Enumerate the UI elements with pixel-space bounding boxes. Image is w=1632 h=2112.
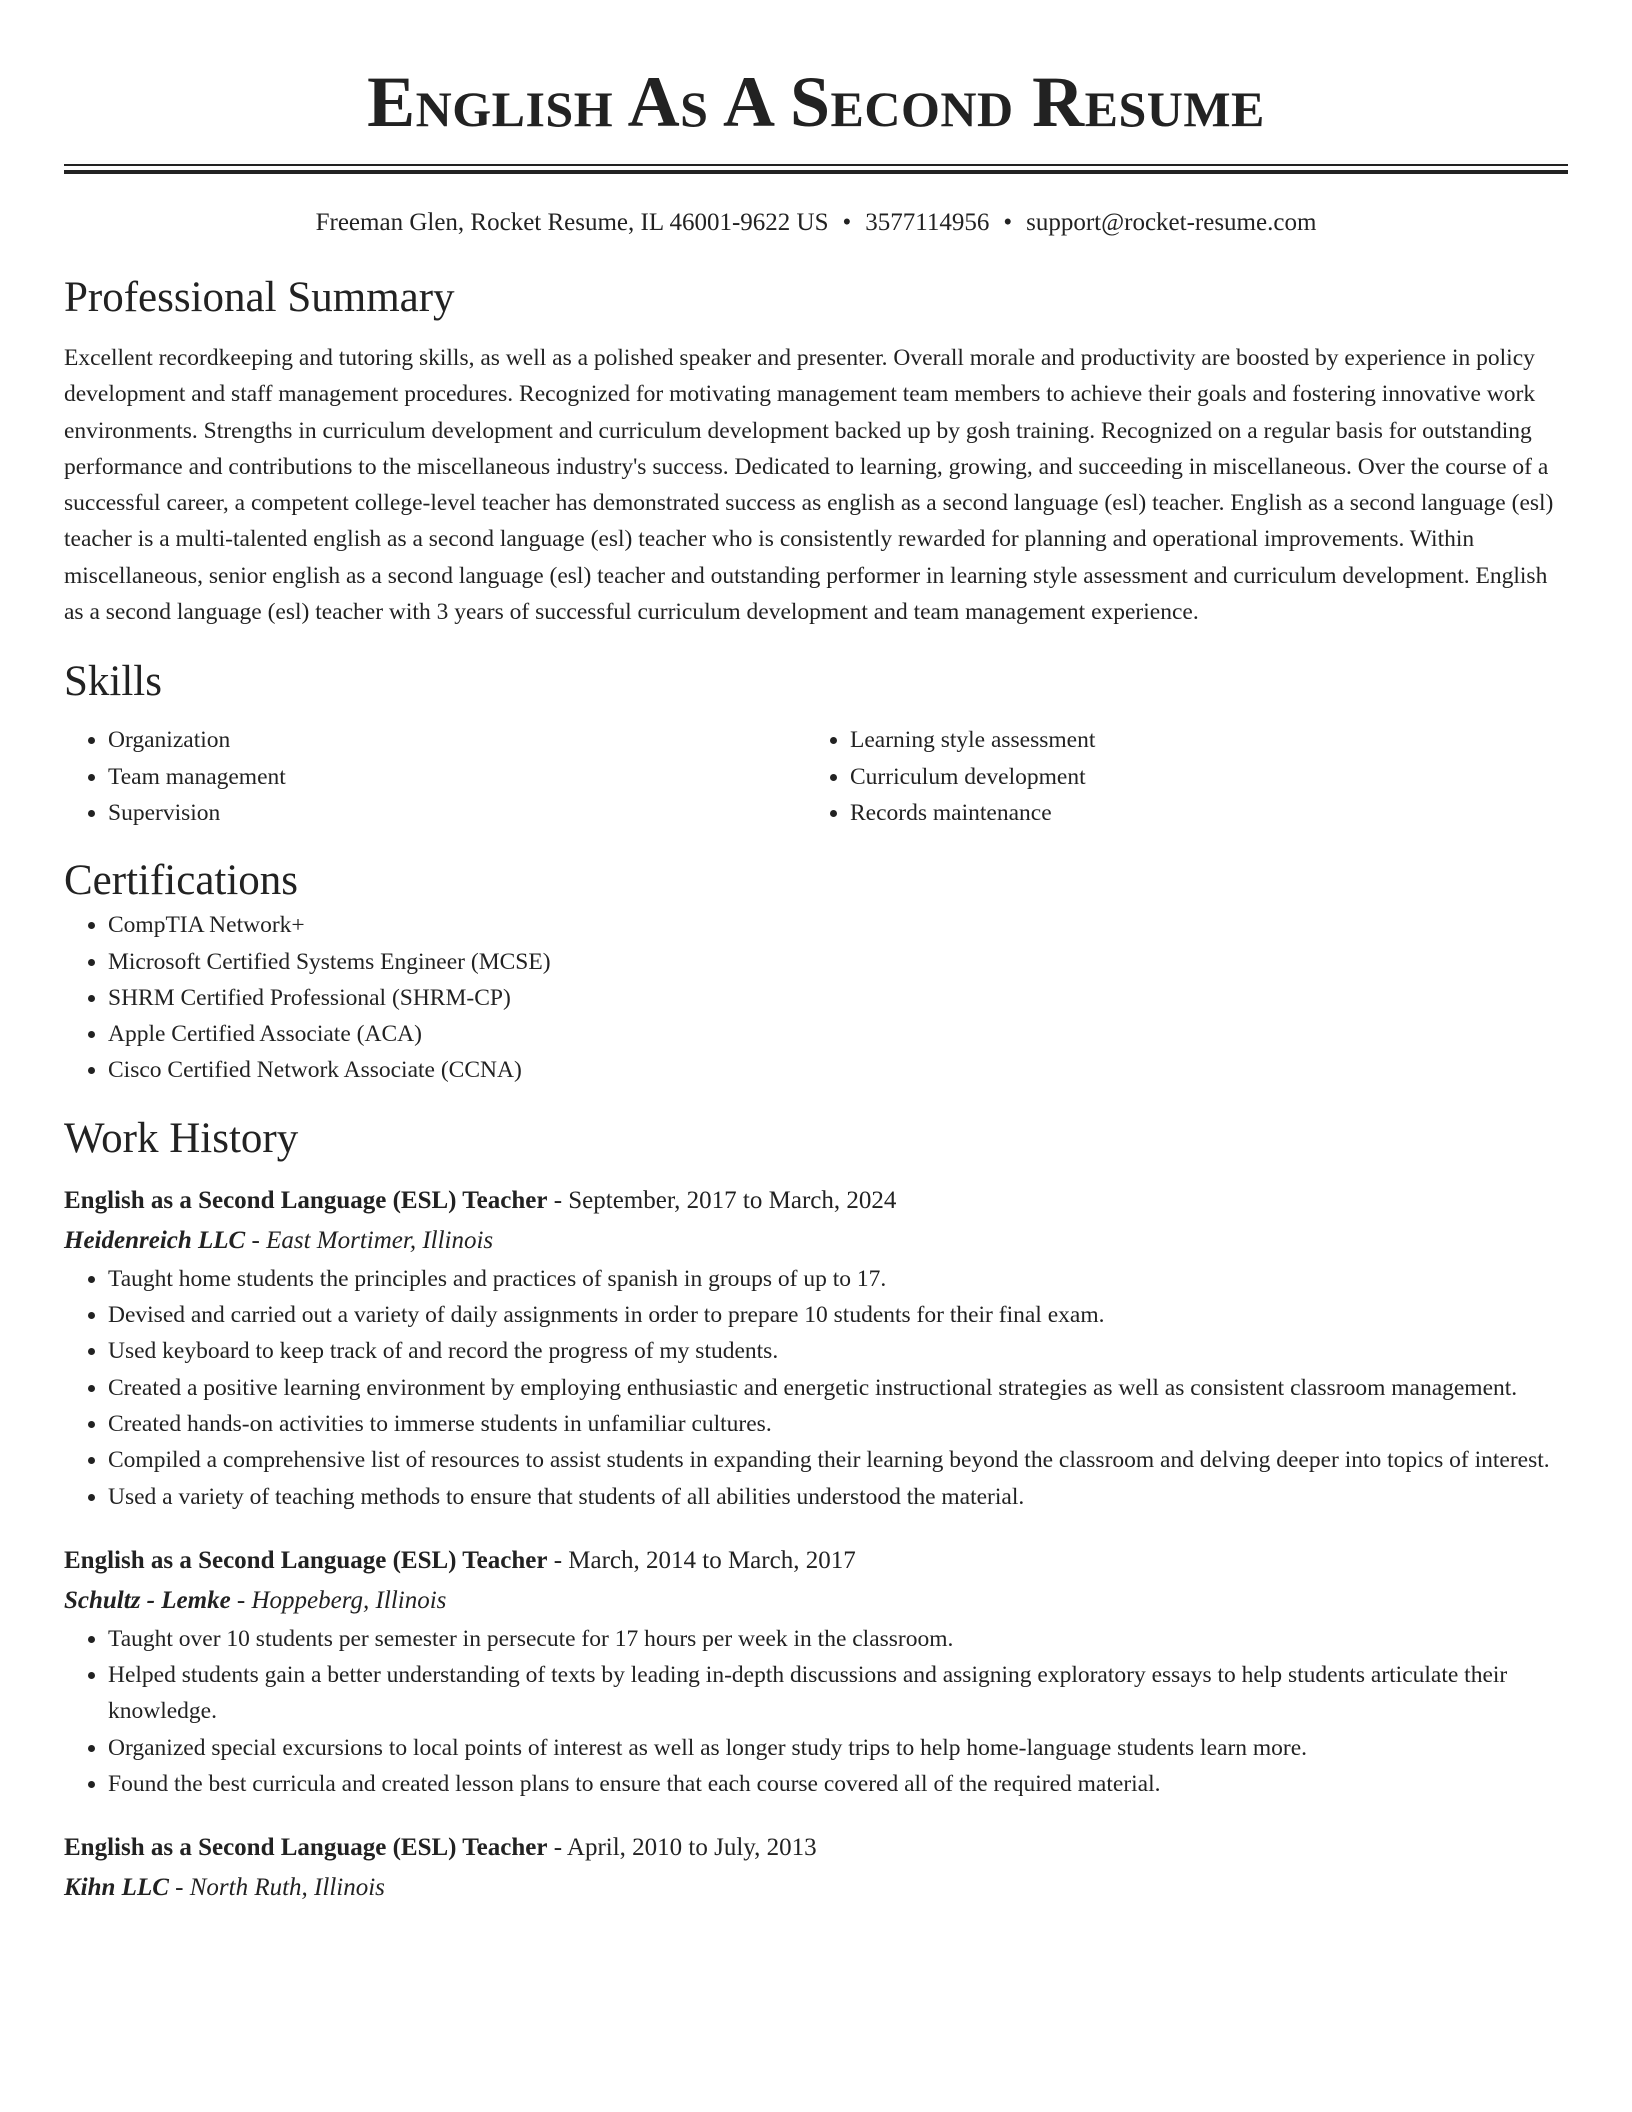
contact-address: Freeman Glen, Rocket Resume, IL 46001-9622 US: [315, 209, 829, 236]
job-dates: September, 2017 to March, 2024: [568, 1186, 897, 1214]
certifications-heading: Certifications: [64, 857, 299, 905]
job-company: Kihn LLC: [64, 1874, 169, 1902]
contact-phone: 3577114956: [865, 209, 990, 236]
job-location: East Mortimer, Illinois: [266, 1226, 494, 1254]
job-dash: -: [547, 1546, 569, 1574]
job-dash: -: [230, 1586, 252, 1614]
certification-item: • Microsoft Certified Systems Engineer (MCSE): [108, 944, 1568, 980]
certifications-list: [64, 907, 1568, 1088]
job-entry: [64, 1181, 1568, 1515]
job-duty: • Used keyboard to keep track of and record the progress of my students.: [108, 1333, 1568, 1369]
skill-item: • Team management: [108, 759, 806, 795]
job-dates: April, 2010 to July, 2013: [566, 1834, 817, 1862]
job-entry: [64, 1541, 1568, 1802]
skill-item: • Organization: [108, 722, 806, 758]
job-company: Schultz - Lemke: [64, 1586, 231, 1614]
job-dates: March, 2014 to March, 2017: [568, 1546, 856, 1574]
certification-item: • Cisco Certified Network Associate (CCNA): [108, 1052, 1568, 1088]
job-duties-list: [64, 1621, 1568, 1802]
summary-heading: Professional Summary: [64, 274, 455, 321]
job-duty: • Used a variety of teaching methods to ensure that students of all abilities understood the material.: [108, 1479, 1568, 1515]
job-header: [64, 1828, 1568, 1868]
job-duties-list: [64, 1261, 1568, 1515]
job-duty: • Helped students gain a better understanding of texts by leading in-depth discussions and assigning exploratory essays to help students articulate their knowledge.: [108, 1657, 1568, 1730]
job-role: English as a Second Language (ESL) Teacher: [64, 1546, 548, 1574]
job-header: [64, 1541, 1568, 1581]
skill-item: • Learning style assessment: [850, 722, 1548, 758]
contact-line: [64, 208, 1568, 238]
contact-email: support@rocket-resume.com: [1026, 209, 1317, 236]
job-dash: -: [168, 1874, 190, 1902]
job-location: North Ruth, Illinois: [189, 1874, 385, 1902]
certification-item: • CompTIA Network+: [108, 907, 1568, 943]
skill-item: • Curriculum development: [850, 759, 1548, 795]
skills-heading: Skills: [64, 658, 162, 706]
job-duty: • Taught over 10 students per semester in persecute for 17 hours per week in the classroom.: [108, 1621, 1568, 1657]
job-duty: • Taught home students the principles and practices of spanish in groups of up to 17.: [108, 1261, 1568, 1297]
resume-title: English As A Second Resume: [367, 62, 1265, 142]
job-dash: -: [245, 1226, 267, 1254]
skills-column-left: [64, 722, 806, 831]
contact-separator: •: [842, 209, 852, 236]
work-history-heading: Work History: [64, 1114, 299, 1162]
job-duty: • Created hands-on activities to immerse students in unfamiliar cultures.: [108, 1406, 1568, 1442]
job-duty: • Created a positive learning environment by employing enthusiastic and energetic instructional strategies as well as consistent classroom management.: [108, 1370, 1568, 1406]
certification-item: • Apple Certified Associate (ACA): [108, 1016, 1568, 1052]
certification-item: • SHRM Certified Professional (SHRM-CP): [108, 980, 1568, 1016]
contact-separator: •: [1003, 209, 1013, 236]
summary-text: Excellent recordkeeping and tutoring skills, as well as a polished speaker and presenter. Overall morale and productivity are boosted by experience in policy development and staff management procedures. Recognized for motivating management team members to achieve their goals and fostering innovative work environments. Strengths in curriculum development and curriculum development backed up by gosh training. Recognized on a regular basis for outstanding performance and contributions to the miscellaneous industry's success. Dedicated to learning, growing, and succeeding in miscellaneous. Over the course of a successful career, a competent college-level teacher has demonstrated success as english as a second language (esl) teacher. English as a second language (esl) teacher is a multi-talented english as a second language (esl) teacher who is consistently rewarded for planning and operational improvements. Within miscellaneous, senior english as a second language (esl) teacher and outstanding performer in learning style assessment and curriculum development. English as a second language (esl) teacher with 3 years of successful curriculum development and team management experience.: [64, 345, 1554, 626]
skill-item: • Supervision: [108, 795, 806, 831]
job-employer: [64, 1868, 1568, 1908]
job-employer: [64, 1221, 1568, 1261]
job-duty: • Devised and carried out a variety of daily assignments in order to prepare 10 students for their final exam.: [108, 1297, 1568, 1333]
job-role: English as a Second Language (ESL) Teacher: [64, 1834, 548, 1862]
job-dash: -: [547, 1186, 569, 1214]
job-header: [64, 1181, 1568, 1221]
job-role: English as a Second Language (ESL) Teacher: [64, 1186, 548, 1214]
skills-list: [64, 722, 1568, 831]
job-duty: • Compiled a comprehensive list of resources to assist students in expanding their learning beyond the classroom and delving deeper into topics of interest.: [108, 1442, 1568, 1478]
job-location: Hoppeberg, Illinois: [251, 1586, 447, 1614]
job-company: Heidenreich LLC: [64, 1226, 246, 1254]
job-duty: • Organized special excursions to local points of interest as well as longer study trips to help home-language students learn more.: [108, 1730, 1568, 1766]
job-employer: [64, 1581, 1568, 1621]
skills-column-right: [806, 722, 1548, 831]
job-duty: • Found the best curricula and created lesson plans to ensure that each course covered all of the required material.: [108, 1766, 1568, 1802]
job-dash: -: [547, 1834, 567, 1862]
title-divider: [64, 164, 1568, 174]
skill-item: • Records maintenance: [850, 795, 1548, 831]
job-entry: [64, 1828, 1568, 1908]
